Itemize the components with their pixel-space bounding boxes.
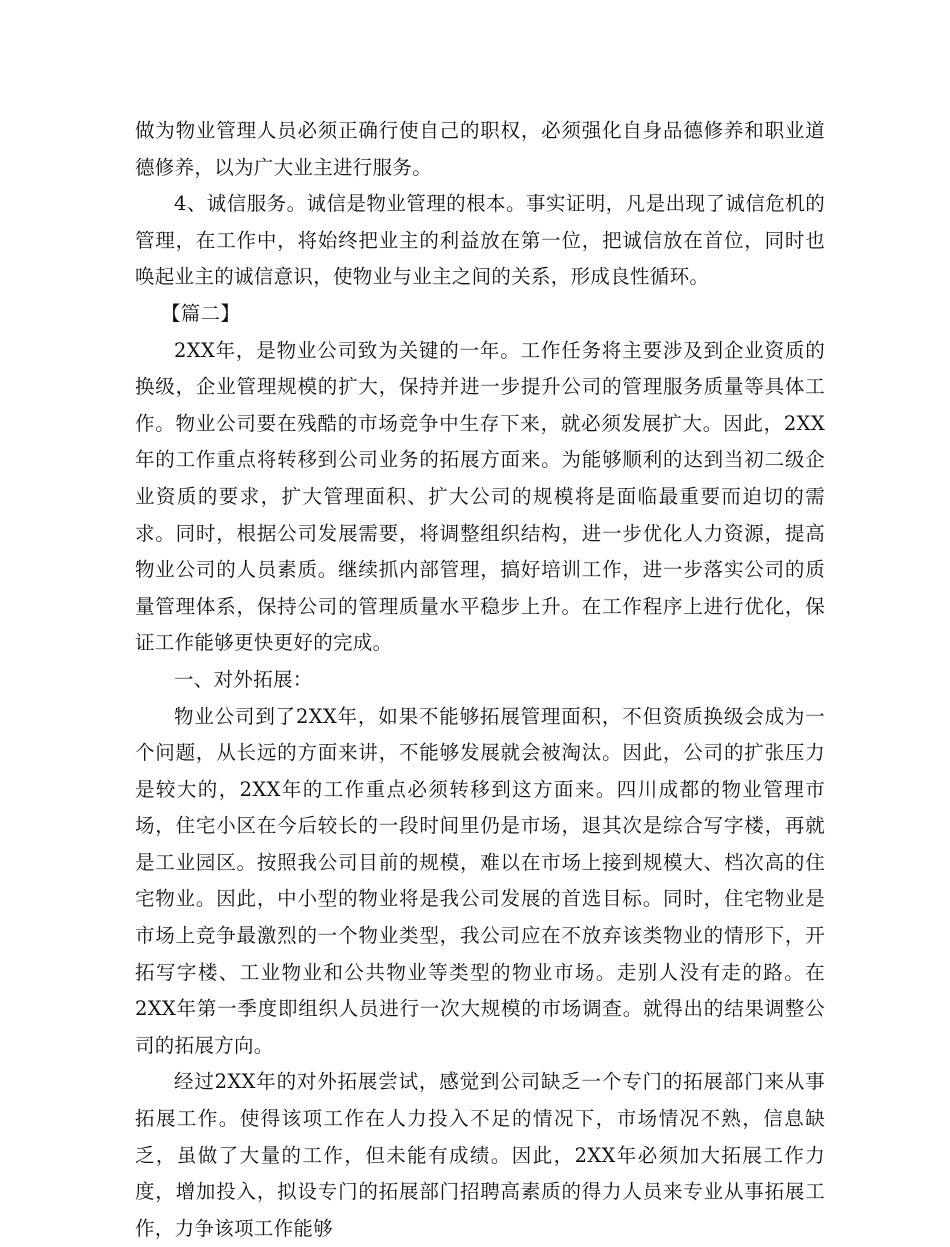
paragraph-continuation: 做为物业管理人员必须正确行使自己的职权，必须强化自身品德修养和职业道德修养，以为广大业主进行服务。 [135,119,825,179]
subheading-external-expansion: 一、对外拓展： [174,667,313,691]
paragraph-expansion-department: 经过2XX年的对外拓展尝试，感觉到公司缺乏一个专门的拓展部门来从事拓展工作。使得该项工作在人力投入不足的情况下，市场情况不熟，信息缺乏，虽做了大量的工作，但未能有成绩。因此，2XX年必须加大拓展工作力度，增加投入，拟设专门的拓展部门招聘高素质的得力人员来专业从事拓展工作，力争该项工作能够 [135,1070,825,1240]
paragraph-integrity-service: 4、诚信服务。诚信是物业管理的根本。事实证明，凡是出现了诚信危机的管理，在工作中，将始终把业主的利益放在第一位，把诚信放在首位，同时也唤起业主的诚信意识，使物业与业主之间的关系，形成良性循环。 [135,192,825,289]
paragraph-annual-overview: 2XX年，是物业公司致为关键的一年。工作任务将主要涉及到企业资质的换级，企业管理规模的扩大，保持并进一步提升公司的管理服务质量等具体工作。物业公司要在残酷的市场竞争中生存下来，就必须发展扩大。因此，2XX年的工作重点将转移到公司业务的拓展方面来。为能够顺利的达到当初二级企业资质的要求，扩大管理面积、扩大公司的规模将是面临最重要而迫切的需求。同时，根据公司发展需要，将调整组织结构，进一步优化人力资源，提高物业公司的人员素质。继续抓内部管理，搞好培训工作，进一步落实公司的质量管理体系，保持公司的管理质量水平稳步上升。在工作程序上进行优化，保证工作能够更快更好的完成。 [135,338,825,655]
document-body [135,113,825,1247]
paragraph-market-expansion: 物业公司到了2XX年，如果不能够拓展管理面积，不但资质换级会成为一个问题，从长远的方面来讲，不能够发展就会被淘汰。因此，公司的扩张压力是较大的，2XX年的工作重点必须转移到这方面来。四川成都的物业管理市场，住宅小区在今后较长的一段时间里仍是市场，退其次是综合写字楼，再就是工业园区。按照我公司目前的规模，难以在市场上接到规模大、档次高的住宅物业。因此，中小型的物业将是我公司发展的首选目标。同时，住宅物业是市场上竞争最激烈的一个物业类型，我公司应在不放弃该类物业的情形下，开拓写字楼、工业物业和公共物业等类型的物业市场。走别人没有走的路。在2XX年第一季度即组织人员进行一次大规模的市场调查。就得出的结果调整公司的拓展方向。 [135,704,825,1057]
section-heading: 【篇二】 [161,301,241,325]
